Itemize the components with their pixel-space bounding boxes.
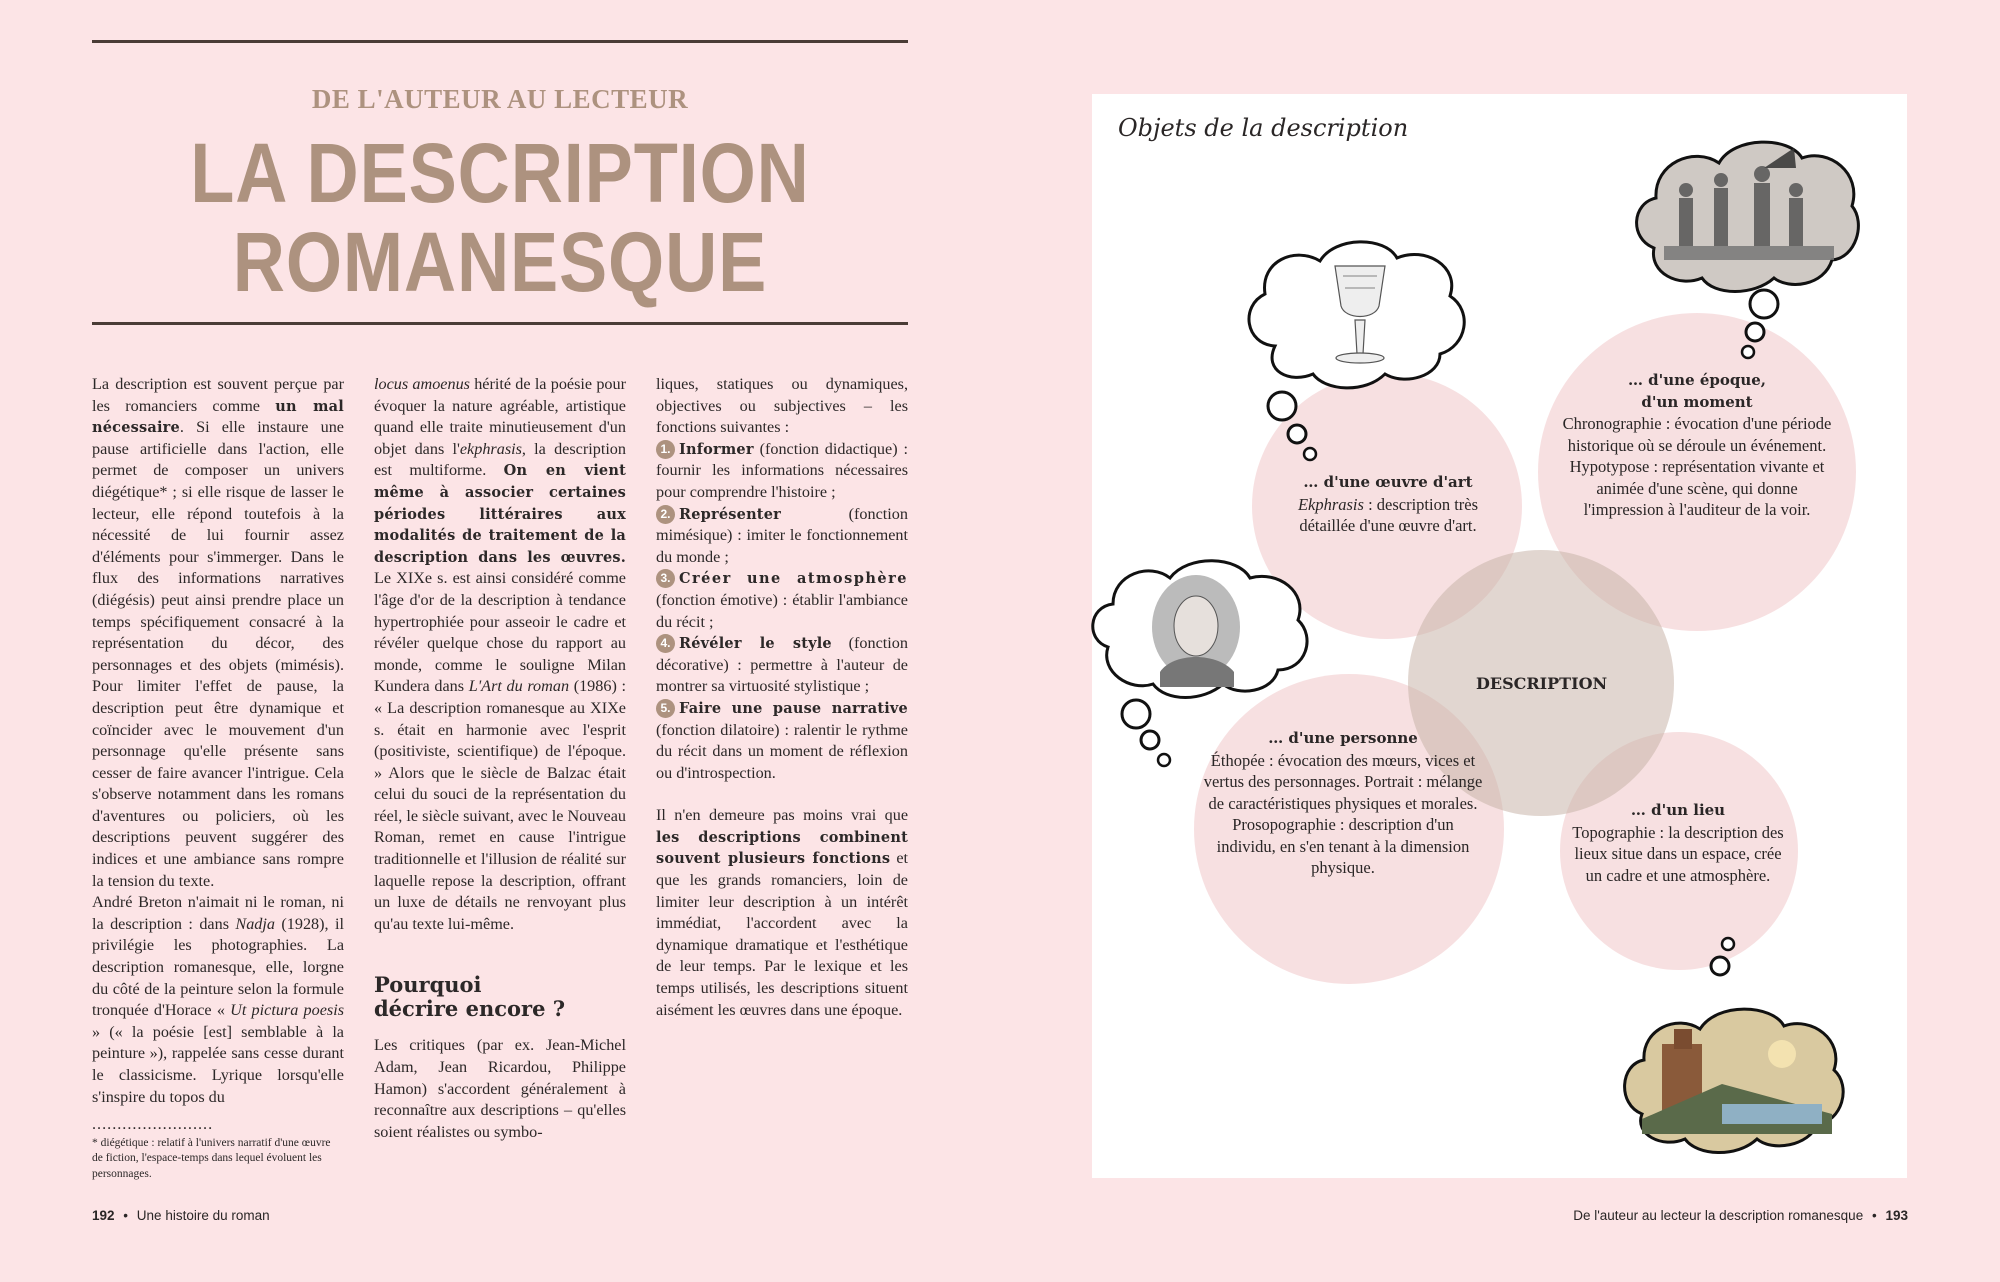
function-list xyxy=(656,439,908,785)
thought-cloud-goblet xyxy=(1235,236,1475,466)
lieu-text: … d'un lieu Topographie : la description des lieux situe dans un espace, crée un cadre et une atmosphère. xyxy=(1572,801,1784,885)
list-item: 3. Créer une atmosphère (fonction émotive) : établir l'ambiance du récit ; xyxy=(656,570,908,631)
diagram-title: Objets de la description xyxy=(1118,114,1409,142)
art-text: … d'une œuvre d'art Ekphrasis : description très détaillée d'une œuvre d'art. xyxy=(1297,473,1479,535)
page-number: 193 xyxy=(1885,1208,1908,1223)
bubble xyxy=(1158,754,1170,766)
section-kicker: DE L'AUTEUR AU LECTEUR xyxy=(311,84,689,114)
bubble xyxy=(1711,957,1729,975)
paragraph: André Breton n'aimait ni le roman, ni la description : dans Nadja (1928), il privilégie les photographies. La description romanesque, elle, lorgne du côté de la peinture selon la formule tronquée d'Horace « Ut pictura poesis » (« la poésie [est] semblable à la peinture »), rappelée sans cesse durant le classicisme. Lyrique lorsqu'elle s'inspire du topos du xyxy=(92,893,345,1106)
diagram-panel xyxy=(1092,94,1907,1178)
bubble xyxy=(1268,392,1296,420)
bubble xyxy=(1122,700,1150,728)
cloud-shape xyxy=(1637,142,1859,291)
number-badge: 3. xyxy=(656,569,675,588)
center-label: DESCRIPTION xyxy=(1476,674,1608,693)
paragraph: locus amoenus hérité de la poésie pour évoquer la nature agréable, artistique quand elle traite minutieusement d'un objet dans l'ekphrasis, la description est multiforme. On en vient même à associer certaines périodes littéraires aux modalités de traitement de la description dans les œuvres. Le XIXe s. est ainsi considéré comme l'âge d'or de la description à tendance hypertrophiée pour asseoir le cadre et révéler quelque chose du rapport au monde, comme le souligne Milan Kundera dans L'Art du roman (1986) : « La description romanesque au XIXe s. était en harmonie avec l'esprit (positiviste, scientifique) de l'époque. » Alors que le siècle de Balzac était celui du souci de la représentation du réel, le siècle suivant, avec le Nouveau Roman, remet en cause l'intrigue traditionnelle et l'illusion de réalité sur laquelle repose la description, offrant un luxe de détails ne renvoyant plus qu'au texte lui-même. xyxy=(374,375,627,933)
list-item: 2. Représenter (fonction mimésique) : imiter le fonctionnement du monde ; xyxy=(656,504,908,566)
folio-right: De l'auteur au lecteur la description romanesque • 193 xyxy=(1573,1208,1908,1223)
bubble xyxy=(1304,448,1316,460)
title-rule xyxy=(92,322,908,325)
footnote-separator: ........................ xyxy=(92,1115,214,1134)
thought-cloud-history-scene xyxy=(1624,128,1864,388)
page-title-line2: ROMANESQUE xyxy=(232,215,768,309)
personne-text: … d'une personne Éthopée : évocation des mœurs, vices et vertus des personnages. Portrait : mélange de caractéristiques physiques et morales. Prosopographie : description d'un individu, en s'en tenant à la dimension physique. xyxy=(1203,729,1483,877)
folio-left: 192 • Une histoire du roman xyxy=(92,1208,270,1223)
bubble xyxy=(1742,346,1754,358)
text-column-1 xyxy=(92,374,344,1182)
bubble xyxy=(1288,425,1306,443)
paragraph: La description est souvent perçue par les romanciers comme un mal nécessaire. Si elle instaure une pause artificielle dans l'action, elle permet de composer un univers diégétique* ; si elle risque de lasser le lecteur, elle répond toutefois à la nécessité de lui fournir assez d'éléments pour s'immerger. Dans le flux des informations narratives (diégésis) peut ainsi prendre place un temps spécifiquement consacré à la représentation du décor, des personnages et des objets (mimésis). Pour limiter l'effet de pause, la description peut être dynamique et coïncider avec le mouvement d'un personnage qu'elle présente sans cesser de faire avancer l'intrigue. Cela s'observe notamment dans les romans d'aventures ou policiers, où les descriptions peuvent suggérer des indices et une ambiance sans rompre la tension du texte. xyxy=(92,375,344,890)
text-column-2 xyxy=(374,374,626,1143)
bubble xyxy=(1722,938,1734,950)
number-badge: 5. xyxy=(656,699,675,718)
subheading: Pourquoi décrire encore ? xyxy=(374,972,566,1022)
number-badge: 4. xyxy=(656,634,675,653)
top-rule xyxy=(92,40,908,43)
emphasis: un mal nécessaire xyxy=(92,397,344,437)
portrait-image xyxy=(1152,575,1240,687)
page-title-line1: LA DESCRIPTION xyxy=(190,126,810,220)
emphasis: les descriptions combinent souvent plusieurs fonctions xyxy=(656,828,908,868)
emphasis: On en vient même à associer certaines périodes littéraires aux modalités de traitement de la description dans les œuvres. xyxy=(374,462,626,566)
bubble xyxy=(1746,323,1764,341)
page-number: 192 xyxy=(92,1208,115,1223)
epoque-text: … d'une époque, d'un moment Chronographie : évocation d'une période historique où se déroule un événement. Hypotypose : représentation vivante et animée d'une scène, qui donne l'impression à l'auditeur de la voir. xyxy=(1562,371,1832,519)
list-item: 1. Informer (fonction didactique) : fournir les informations nécessaires pour comprendre l'histoire ; xyxy=(656,439,908,501)
paragraph: Il n'en demeure pas moins vrai que les descriptions combinent souvent plusieurs fonctions et que les grands romanciers, loin de limiter leur description à un intérêt immédiat, l'accordent avec la dynamique dramatique et l'esthétique de leur temps. Par le lexique et les temps utilisés, les descriptions situent aisément les œuvres dans une époque. xyxy=(656,806,908,1019)
text-column-3 xyxy=(656,374,908,1021)
paragraph: liques, statiques ou dynamiques, objectives ou subjectives – les fonctions suivantes : xyxy=(656,375,908,437)
running-head: Une histoire du roman xyxy=(136,1208,270,1223)
paragraph: Les critiques (par ex. Jean-Michel Adam, Jean Ricardou, Philippe Hamon) s'accordent généralement à reconnaître aux descriptions – qu'elles soient réalistes ou symbo- xyxy=(374,1036,626,1141)
list-item: 4. Révéler le style (fonction décorative) : permettre à l'auteur de montrer sa virtuosité stylistique ; xyxy=(656,634,908,696)
number-badge: 1. xyxy=(656,440,675,459)
thought-cloud-landscape xyxy=(1612,934,1852,1174)
running-head: De l'auteur au lecteur la description romanesque xyxy=(1573,1208,1864,1223)
bubble xyxy=(1141,731,1159,749)
bubble xyxy=(1750,290,1778,318)
list-item: 5. Faire une pause narrative (fonction dilatoire) : ralentir le rythme du récit dans un moment de réflexion ou d'introspection. xyxy=(656,699,908,782)
footnote: * diégétique : relatif à l'univers narratif d'une œuvre de fiction, l'espace-temps dans lequel évoluent les personnages. xyxy=(92,1136,331,1180)
number-badge: 2. xyxy=(656,505,675,524)
thought-cloud-portrait xyxy=(1078,552,1318,782)
